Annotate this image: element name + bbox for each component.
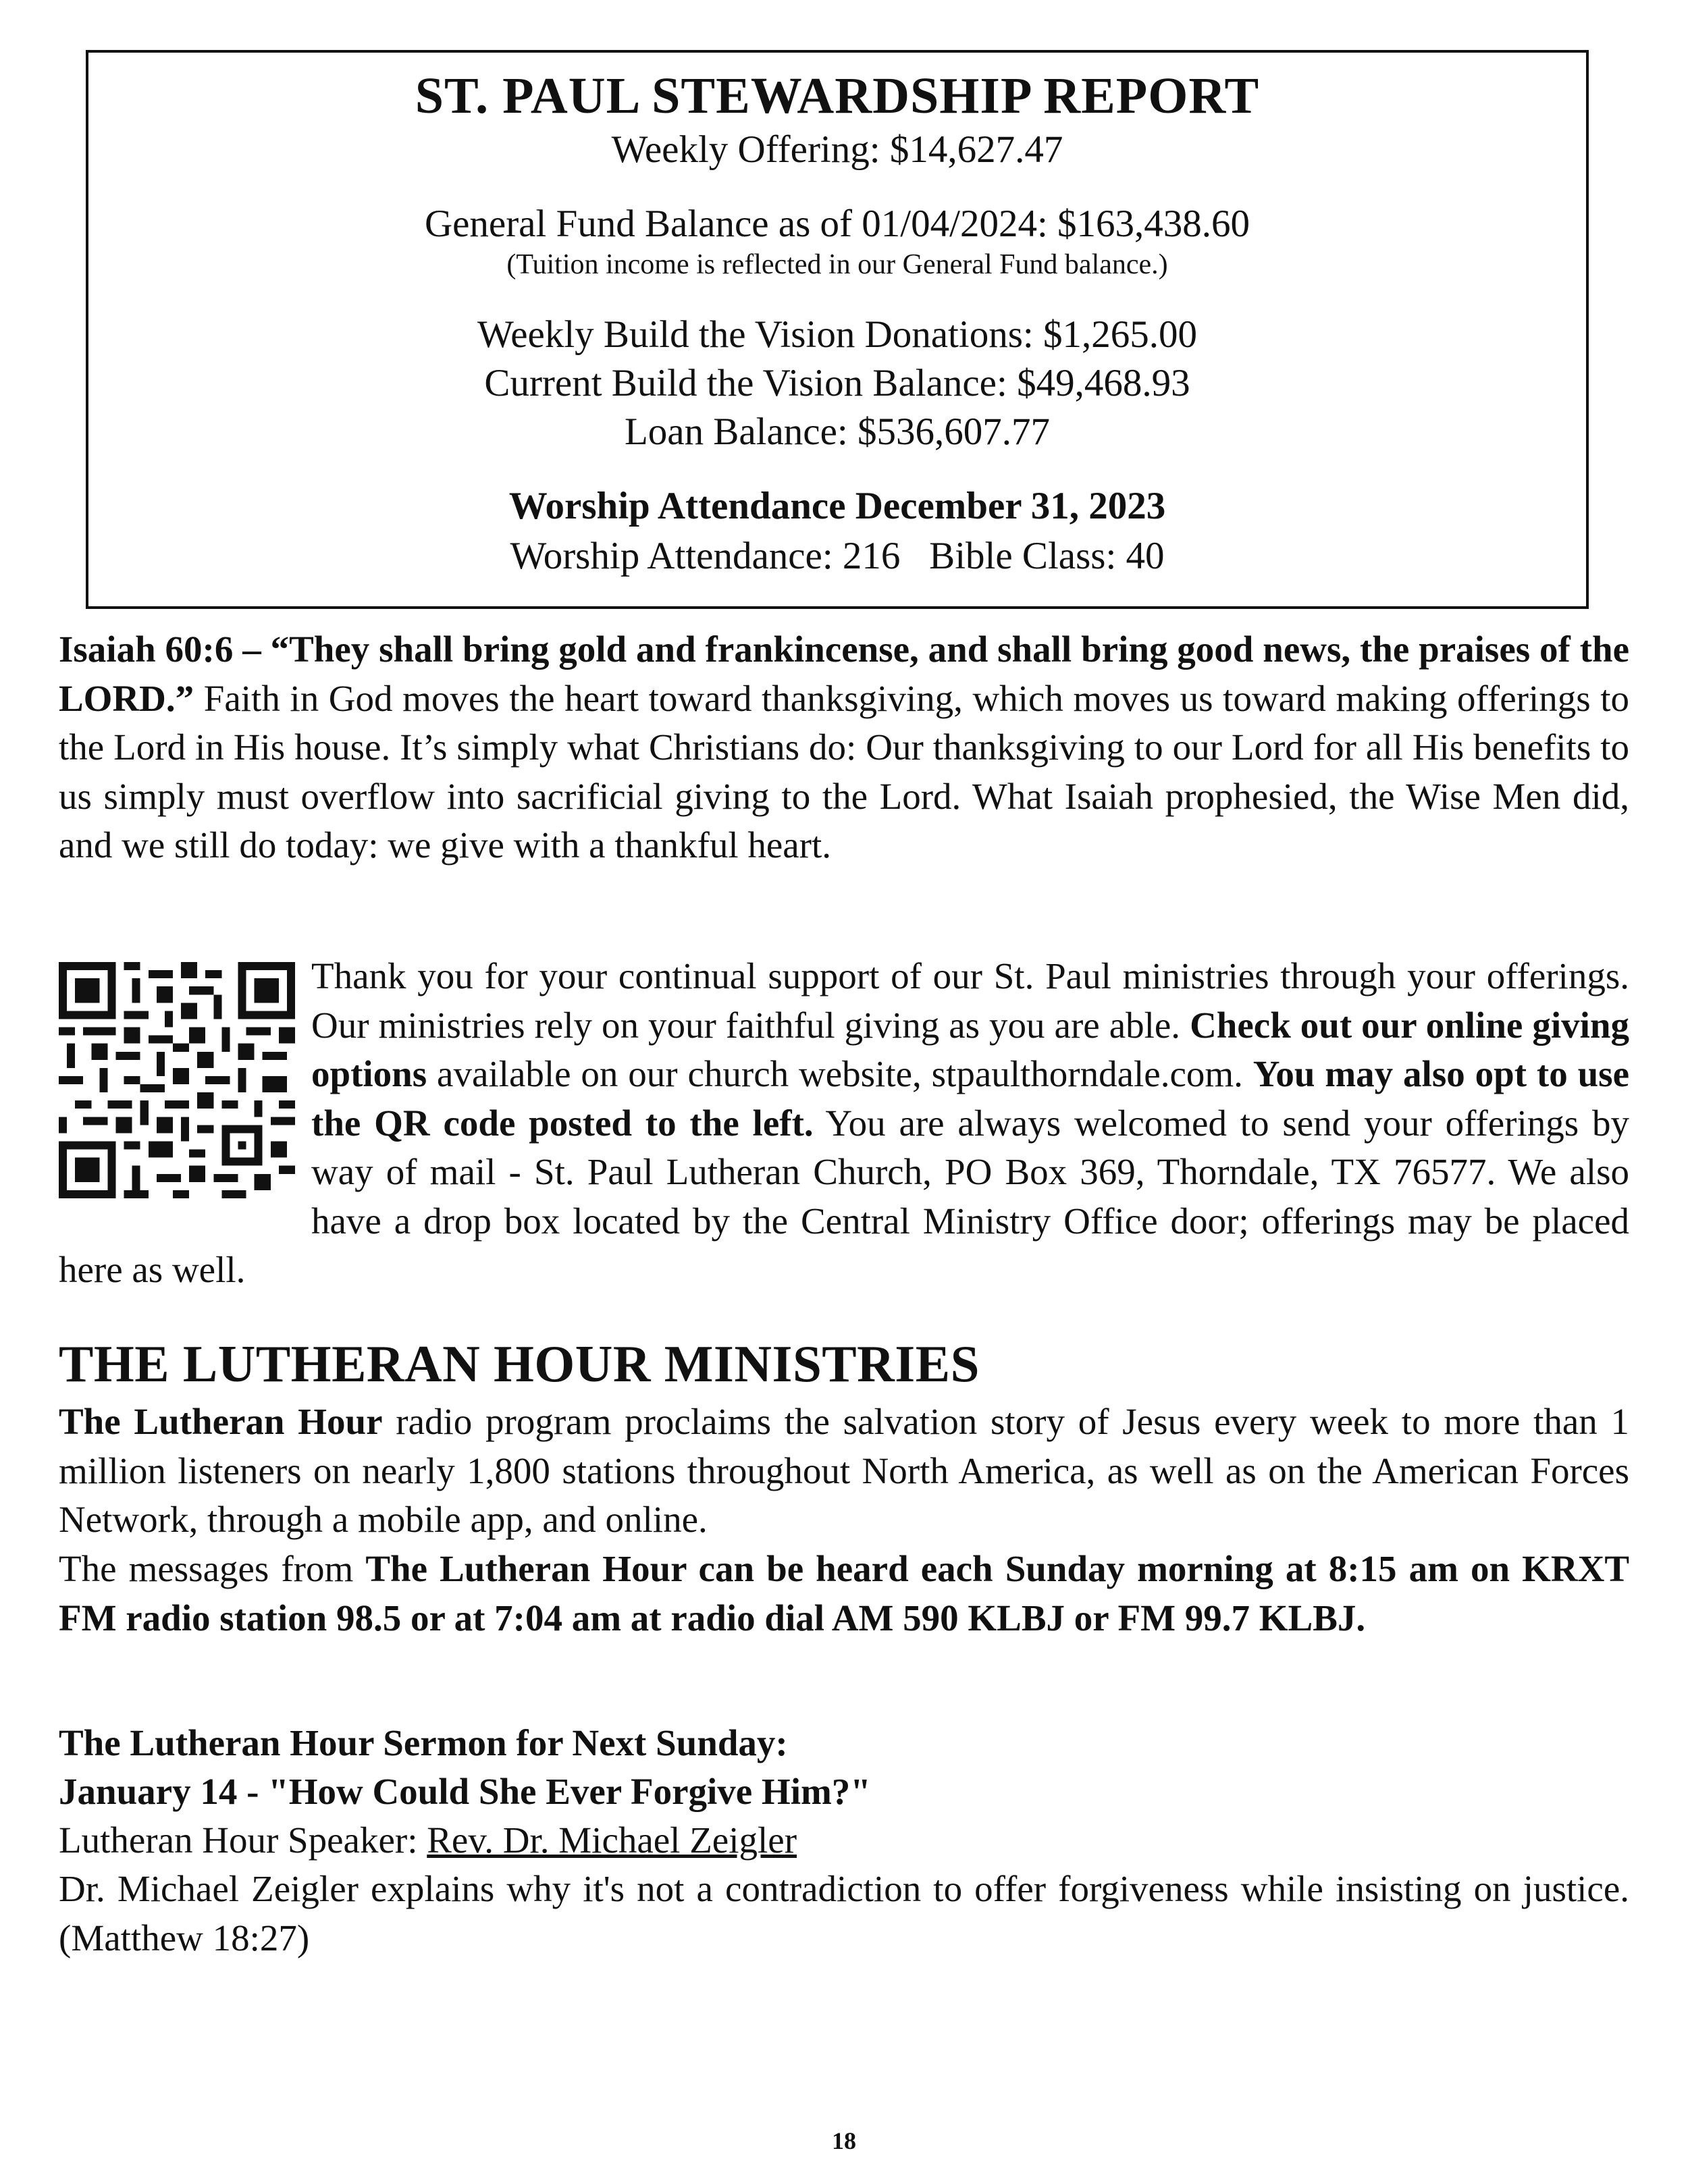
scripture-quote: Isaiah 60:6 – “They shall bring gold and frankincense, and shall bring good news, the praises of the LORD.” (59, 629, 1629, 719)
lhm-broadcast-times: The Lutheran Hour can be heard each Sunday morning at 8:15 am on KRXT FM radio station 98.5 or at 7:04 am at radio dial AM 590 KLBJ or FM 99.7 KLBJ. (59, 1548, 1629, 1639)
lhm-program-name: The Lutheran Hour (59, 1401, 383, 1442)
sermon-title: January 14 - "How Could She Ever Forgive Him?" (59, 1771, 871, 1812)
sermon-description: Dr. Michael Zeigler explains why it's not a contradiction to offer forgiveness while insisting on justice. (Matthew 18:27) (59, 1868, 1629, 1959)
sermon-heading: The Lutheran Hour Sermon for Next Sunday: (59, 1722, 788, 1763)
scripture-paragraph (59, 625, 1629, 870)
lhm-paragraph-1-text: radio program proclaims the salvation story of Jesus every week to more than 1 million listeners on nearly 1,800 stations throughout North America, as well as on the American Forces Network, through a mobile app, and online. (59, 1401, 1630, 1540)
attendance-heading: Worship Attendance December 31, 2023 (508, 485, 1166, 527)
speaker-link[interactable]: Rev. Dr. Michael Zeigler (427, 1819, 797, 1861)
sermon-speaker (59, 1816, 1629, 1865)
stewardship-report-box (86, 50, 1589, 609)
qr-code-note: You may also opt to use the QR code posted to the left. (311, 1053, 1629, 1144)
online-giving-link[interactable]: Check out our online giving options (311, 1004, 1629, 1094)
page-number: 18 (832, 2127, 856, 2154)
btv-weekly-donations: Weekly Build the Vision Donations: $1,265.00 (477, 313, 1197, 356)
lhm-paragraph-1 (59, 1397, 1629, 1545)
btv-current-balance: Current Build the Vision Balance: $49,468.93 (484, 362, 1190, 404)
lhm-paragraph-2 (59, 1545, 1629, 1643)
general-fund-balance: General Fund Balance as of 01/04/2024: $163,438.60 (424, 203, 1250, 245)
loan-balance: Loan Balance: $536,607.77 (624, 410, 1050, 453)
speaker-label: Lutheran Hour Speaker: (59, 1819, 427, 1861)
giving-text-1: Thank you for your continual support of our St. Paul ministries through your offerings. Our ministries rely on your faithful giving as you are able. (311, 955, 1629, 1046)
attendance-line: Worship Attendance: 216 Bible Class: 40 (510, 535, 1165, 577)
tuition-note: (Tuition income is reflected in our General Fund balance.) (506, 249, 1168, 280)
giving-paragraph (59, 952, 1629, 1295)
giving-text-2: available on our church website, stpaulthorndale.com. (427, 1053, 1253, 1094)
qr-code-icon[interactable] (59, 959, 295, 1202)
scripture-text: Faith in God moves the heart toward thanksgiving, which moves us toward making offerings to the Lord in His house. It’s simply what Christians do: Our thanksgiving to our Lord for all His benefits to us simply must overflow into sacrificial giving to the Lord. What Isaiah prophesied, the Wise Men did, and we still do today: we give with a thankful heart. (59, 677, 1629, 865)
giving-text-3: You are always welcomed to send your offerings by way of mail - St. Paul Lutheran Church, PO Box 369, Thorndale, TX 76577. We also have a drop box located by the Central Ministry Office door; offerings may be placed here as well. (59, 1102, 1629, 1290)
weekly-offering: Weekly Offering: $14,627.47 (611, 128, 1063, 171)
lhm-heading: THE LUTHERAN HOUR MINISTRIES (59, 1335, 980, 1393)
lhm-paragraph-2-text: The messages from (59, 1548, 366, 1589)
report-title: ST. PAUL STEWARDSHIP REPORT (415, 68, 1260, 124)
